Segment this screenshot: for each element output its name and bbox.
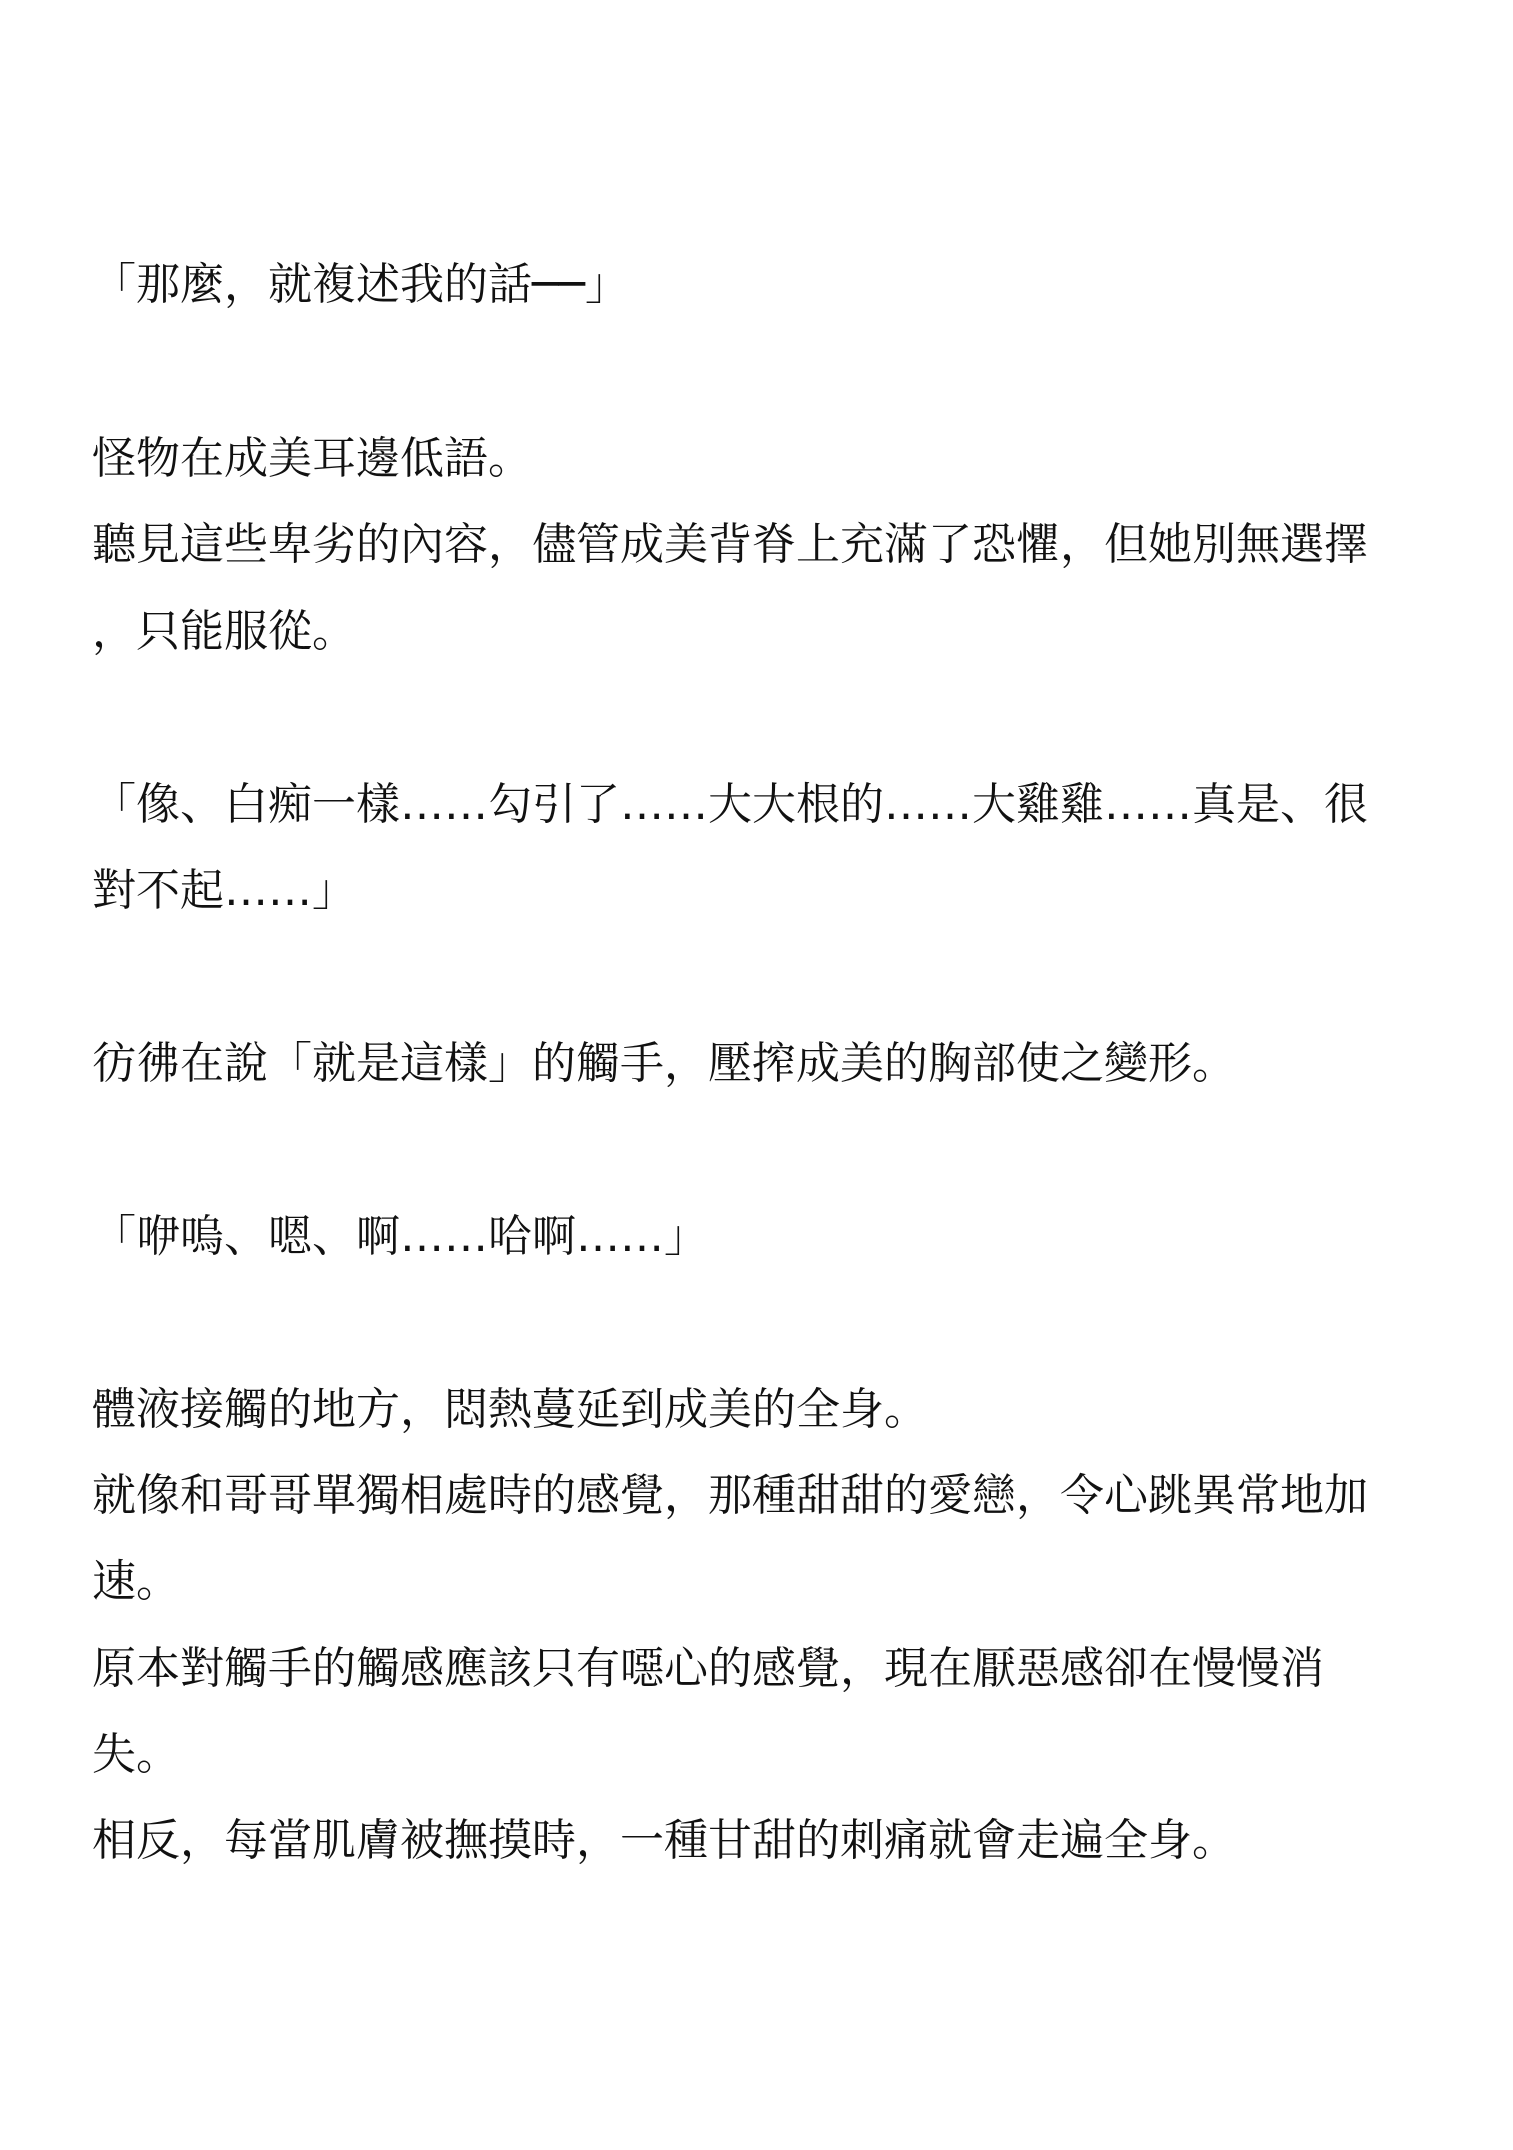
paragraph-line: 聽見這些卑劣的內容，儘管成美背脊上充滿了恐懼，但她別無選擇 (92, 519, 1368, 570)
paragraph-line: 怪物在成美耳邊低語。 (92, 433, 532, 484)
paragraph-line: 「那麼，就複述我的話──」 (92, 259, 629, 310)
paragraph-line: 「咿嗚、嗯、啊……哈啊……」 (92, 1211, 708, 1262)
paragraph-line: 體液接觸的地方，悶熱蔓延到成美的全身。 (92, 1384, 928, 1435)
paragraph-line: 對不起……」 (92, 865, 356, 916)
paragraph-line: 速。 (92, 1556, 180, 1607)
paragraph-line: 原本對觸手的觸感應該只有噁心的感覺，現在厭惡感卻在慢慢消 (92, 1643, 1324, 1694)
paragraph-line: 彷彿在說「就是這樣」的觸手，壓搾成美的胸部使之變形。 (92, 1038, 1236, 1089)
paragraph-line: 「像、白痴一樣……勾引了……大大根的……大雞雞……真是、很 (92, 779, 1368, 830)
paragraph-line: 失。 (92, 1729, 180, 1780)
paragraph-line: 相反，每當肌膚被撫摸時，一種甘甜的刺痛就會走遍全身。 (92, 1815, 1236, 1866)
paragraph-line: 就像和哥哥單獨相處時的感覺，那種甜甜的愛戀，令心跳異常地加 (92, 1470, 1368, 1521)
paragraph-line: ，只能服從。 (92, 606, 356, 657)
